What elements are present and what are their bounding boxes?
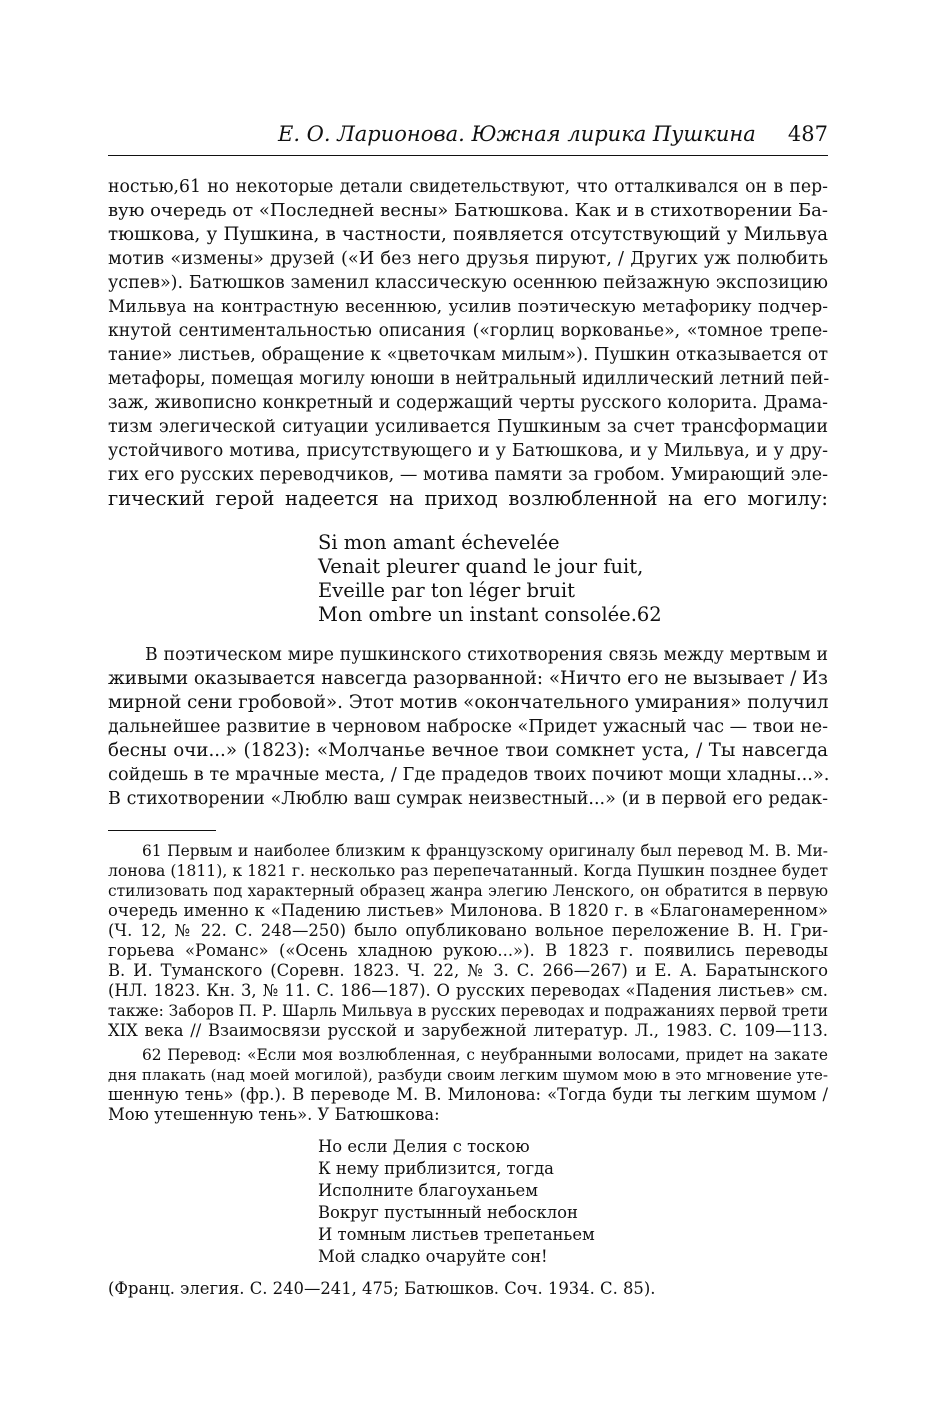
verse-line: И томным листьев трепетаньем — [318, 1225, 595, 1244]
text-line: сойдешь в те мрачные места, / Где прадедов твоих почиют мощи хладны...». — [108, 765, 830, 785]
text-line: В стихотворении «Люблю ваш сумрак неизвестный...» (и в первой его редак- — [108, 789, 828, 809]
text-line: успев»). Батюшков заменил классическую осеннюю пейзажную экспозицию — [108, 273, 828, 293]
text-line: тание» листьев, обращение к «цветочкам милым»). Пушкин отказывается от — [108, 345, 828, 365]
source-citation: (Франц. элегия. С. 240—241, 475; Батюшков. Соч. 1934. С. 85). — [108, 1279, 656, 1298]
footnote-rule — [108, 830, 216, 831]
verse-line: Si mon amant échevelée — [318, 531, 560, 554]
footnote-line: шенную тень» (фр.). В переводе М. В. Милонова: «Тогда буди ты легким шумом / — [108, 1085, 828, 1104]
text-line: живыми оказывается навсегда разорванной: «Ничто его не вызывает / Из — [108, 668, 828, 689]
text-line: гих его русских переводчиков, — мотива памяти за гробом. Умирающий эле- — [108, 465, 828, 485]
footnote-line: также: Заборов П. Р. Шарль Мильвуа в русских переводах и подражаниях первой трети — [108, 1002, 829, 1020]
verse-line: Venait pleurer quand le jour fuit, — [318, 555, 644, 578]
verse-line: Исполните благоуханьем — [318, 1181, 538, 1200]
text-line: устойчивого мотива, присутствующего и у Батюшкова, и у Мильвуа, и у дру- — [108, 441, 828, 461]
footnote-line: 61 Первым и наиболее близким к французскому оригиналу был перевод М. В. Ми- — [142, 842, 828, 860]
footnote-line: XIX века // Взаимосвязи русской и зарубежной литератур. Л., 1983. С. 109—113. — [108, 1021, 828, 1040]
text-line: Мильвуа на контрастную весеннюю, усилив поэтическую метафорику подчер- — [108, 297, 828, 317]
text-line: В поэтическом мире пушкинского стихотворения связь между мертвым и — [145, 645, 828, 665]
footnote-line: дня плакать (над моей могилой), разбуди своим легким шумом мою в это мгновение уте- — [108, 1066, 828, 1084]
text-line: мотив «измены» друзей («И без него друзья пируют, / Других уж полюбить — [108, 249, 828, 269]
footnote-line: В. И. Туманского (Соревн. 1823. Ч. 22, № 3. С. 266—267) и Е. А. Баратынского — [108, 961, 828, 980]
running-title: Е. О. Ларионова. Южная лирика Пушкина — [278, 122, 756, 146]
header-rule — [108, 155, 828, 156]
footnote-line: очередь именно к «Падению листьев» Милонова. В 1820 г. в «Благонамеренном» — [108, 901, 828, 920]
footnote-line: стилизовать под характерный образец жанра элегию Ленского, он обратится в первую — [108, 882, 828, 900]
text-line: заж, живописно конкретный и содержащий черты русского колорита. Драма- — [108, 393, 828, 413]
text-line: тюшкова, у Пушкина, в частности, появляется отсутствующий у Мильвуа — [108, 224, 828, 245]
text-line: гический герой надеется на приход возлюбленной на его могилу: — [108, 487, 828, 510]
page-header — [108, 122, 828, 152]
footnote-line: Мою утешенную тень». У Батюшкова: — [108, 1105, 440, 1124]
text-line: мирной сени гробовой». Этот мотив «окончательного умирания» получил — [108, 692, 829, 713]
verse-line: Но если Делия с тоскою — [318, 1137, 530, 1156]
verse-line: Мой сладко очаруйте сон! — [318, 1247, 548, 1266]
verse-line: Eveille par ton léger bruit — [318, 579, 575, 602]
text-line: кнутой сентиментальностью описания («горлиц воркованье», «томное трепе- — [108, 321, 828, 341]
text-line: дальнейшее развитие в черновом наброске «Придет ужасный час — твои не- — [108, 717, 828, 737]
text-line: вую очередь от «Последней весны» Батюшкова. Как и в стихотворении Ба- — [108, 200, 828, 221]
text-line: бесны очи...» (1823): «Молчанье вечное твои сомкнет уста, / Ты навсегда — [108, 740, 828, 761]
verse-line: Вокруг пустынный небосклон — [318, 1203, 578, 1222]
footnote-line: лонова (1811), к 1821 г. несколько раз перепечатанный. Когда Пушкин позднее будет — [108, 861, 828, 880]
verse-line: К нему приблизится, тогда — [318, 1159, 554, 1178]
text-line: ностью,61 но некоторые детали свидетельствуют, что отталкивался он в пер- — [108, 177, 828, 197]
footnote-line: (НЛ. 1823. Кн. 3, № 11. С. 186—187). О русских переводах «Падения листьев» см. — [108, 981, 828, 1000]
verse-line: Mon ombre un instant consolée.62 — [318, 603, 662, 626]
page-number: 487 — [787, 122, 828, 146]
footnote-line: (Ч. 12, № 22. С. 248—250) было опубликовано вольное переложение В. Н. Гри- — [108, 921, 828, 940]
footnote-line: 62 Перевод: «Если моя возлюбленная, с неубранными волосами, придет на закате — [142, 1046, 828, 1064]
footnote-line: горьева «Романс» («Осень хладною рукою...»). В 1823 г. появились переводы — [108, 941, 828, 960]
text-line: тизм элегической ситуации усиливается Пушкиным за счет трансформации — [108, 417, 828, 437]
text-line: метафоры, помещая могилу юноши в нейтральный идиллический летний пей- — [108, 369, 830, 389]
